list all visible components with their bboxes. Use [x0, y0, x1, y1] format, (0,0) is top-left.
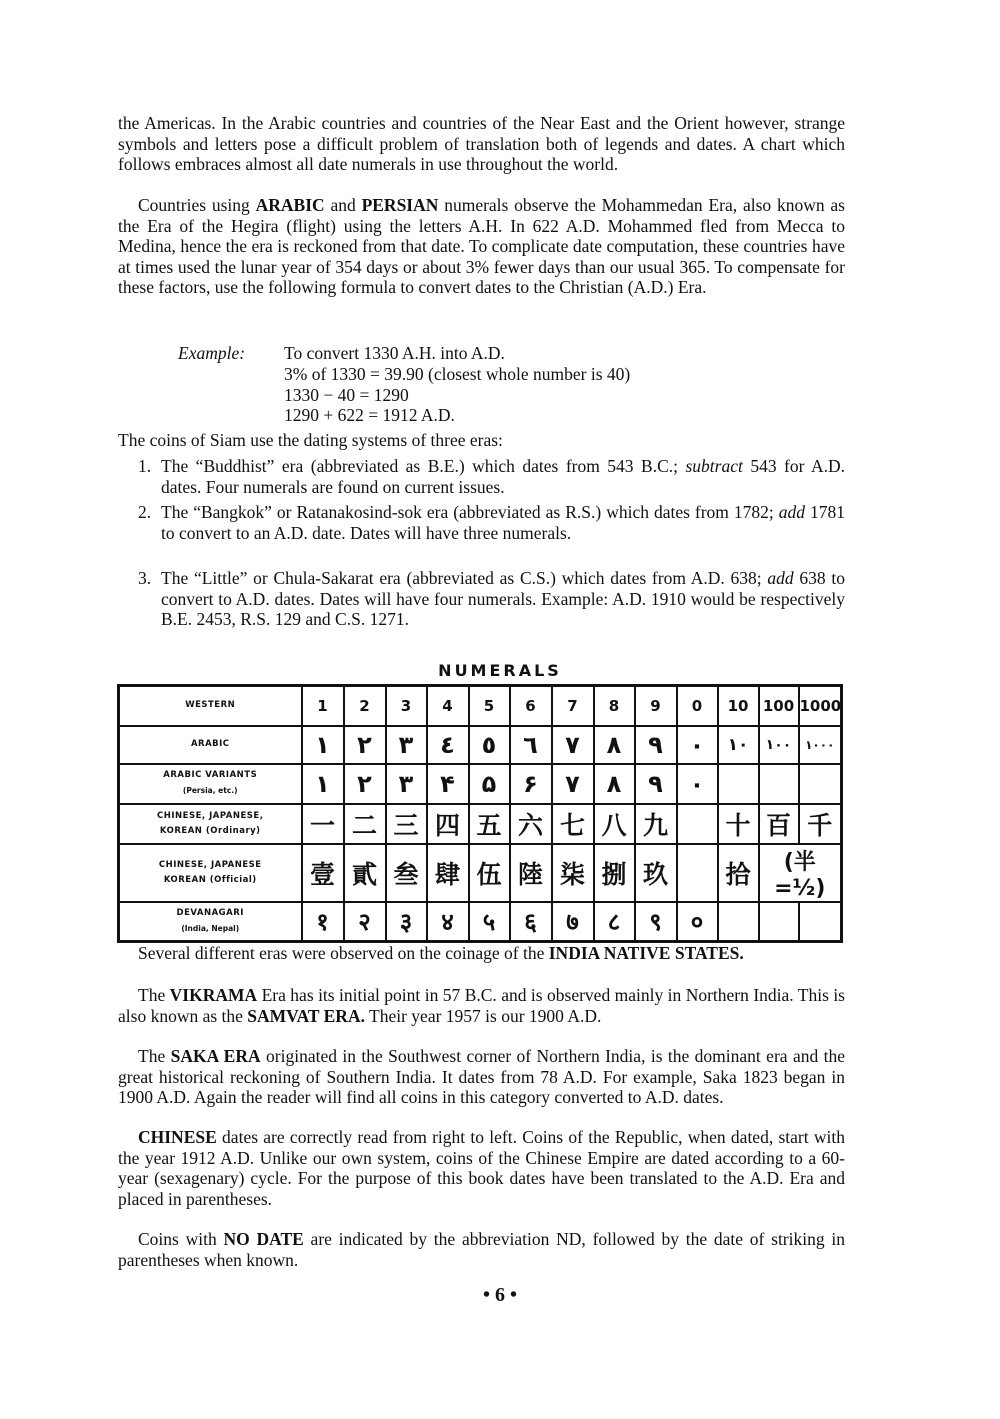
cell: ३ [386, 902, 427, 942]
text-emphasis: NO DATE [223, 1229, 304, 1249]
cell: 七 [552, 804, 594, 844]
cell [677, 844, 718, 902]
text-emphasis: INDIA NATIVE STATES. [548, 943, 744, 963]
cell: ١٠٠٠ [799, 726, 842, 764]
cell: ९ [635, 902, 677, 942]
cell: 三 [386, 804, 427, 844]
cell: ١٠ [718, 726, 759, 764]
cell [718, 902, 759, 942]
text-arabic: ARABIC [255, 195, 325, 215]
cell: ٥ [469, 726, 510, 764]
numerals-title: NUMERALS [438, 661, 562, 680]
cell: ۸ [594, 764, 635, 804]
cell: १ [302, 902, 344, 942]
text: Several different eras were observed on the coinage of the [138, 943, 549, 963]
text: The “Buddhist” era (abbreviated as B.E.) which dates from 543 B.C.; [161, 456, 686, 476]
cell: 十 [718, 804, 759, 844]
paragraph-chinese [118, 1127, 845, 1209]
text: The [138, 1046, 171, 1066]
text: The “Bangkok” or Ratanakosind-sok era (abbreviated as R.S.) which dates from 1782; [161, 502, 779, 522]
cell: 拾 [718, 844, 759, 902]
cell: 六 [510, 804, 552, 844]
text: 543 for A.D. dates. Four numerals are found on current issues. [161, 456, 845, 497]
cell: 陸 [510, 844, 552, 902]
cell: 3 [386, 686, 427, 726]
paragraph-no-date [118, 1229, 845, 1270]
cell: ६ [510, 902, 552, 942]
cell: ٢ [344, 726, 386, 764]
text: Their year 1957 is our 1900 A.D. [364, 1005, 602, 1026]
cell: 百 [759, 804, 799, 844]
cell: ५ [469, 902, 510, 942]
cell [799, 902, 842, 942]
cell: ४ [427, 902, 469, 942]
cell: 4 [427, 686, 469, 726]
cell: 9 [635, 686, 677, 726]
cell: ١٠٠ [759, 726, 799, 764]
text: and [324, 195, 362, 215]
example-label: Example: [178, 343, 246, 363]
cell [799, 764, 842, 804]
text: Coins with [138, 1229, 224, 1249]
cell: 一 [302, 804, 344, 844]
row-label: WESTERN [119, 686, 302, 726]
text: originated in the Southwest corner of Northern India, is the dominant era and the great historical reckoning of Southern India. It dates from 78 A.D. For example, Saka 1823 began in 1900 A.D. Again the reader will find all coins in this category converted to A.D. dates. [118, 1046, 845, 1107]
cell [759, 764, 799, 804]
table-row-cjk-ordinary [119, 804, 842, 844]
cell: 6 [510, 686, 552, 726]
table-row-cjk-official [119, 844, 842, 902]
cell: ۱ [302, 764, 344, 804]
cell: 千 [799, 804, 842, 844]
cell: ० [677, 902, 718, 942]
cell [718, 764, 759, 804]
cell: ٧ [552, 726, 594, 764]
row-label: CHINESE, JAPANESE KOREAN (Official) [119, 844, 302, 902]
cell: 四 [427, 804, 469, 844]
cell: ٣ [386, 726, 427, 764]
cell: ٩ [635, 726, 677, 764]
row-label: ARABIC [119, 726, 302, 764]
emphasis: add [778, 502, 806, 522]
text: The [138, 985, 170, 1005]
paragraph-intro: the Americas. In the Arabic countries and countries of the Near East and the Orient however, strange symbols and letters pose a difficult problem of translation both of legends and dates. A chart which follows embraces almost all date numerals in use throughout the world. [118, 113, 845, 174]
text: are indicated by the abbreviation ND, followed by the date of striking in parentheses when known. [118, 1229, 845, 1270]
table-row-arabic [119, 726, 842, 764]
cell: ८ [594, 902, 635, 942]
cell: ۴ [427, 764, 469, 804]
cell: ۳ [386, 764, 427, 804]
cell [677, 804, 718, 844]
example-line: 1330 − 40 = 1290 [284, 385, 409, 405]
list-item-bangkok-era [138, 502, 845, 543]
list-number: 3. [138, 568, 152, 588]
row-label: DEVANAGARI (India, Nepal) [119, 902, 302, 942]
cell: 叁 [386, 844, 427, 902]
numerals-table [117, 684, 843, 943]
text: 1781 to convert to an A.D. date. Dates will have three numerals. [161, 502, 846, 543]
cell: ۷ [552, 764, 594, 804]
cell: ٦ [510, 726, 552, 764]
cell [759, 902, 799, 942]
text-persian: PERSIAN [361, 195, 439, 215]
emphasis: add [767, 568, 794, 588]
text: 638 to convert to A.D. dates. Dates will have four numerals. Example: A.D. 1910 would be respectively B.E. 2453, R.S. 129 and C.S. 1271. [161, 568, 845, 629]
cell: 二 [344, 804, 386, 844]
table-row-arabic-variants [119, 764, 842, 804]
cell: 玖 [635, 844, 677, 902]
row-label: ARABIC VARIANTS (Persia, etc.) [119, 764, 302, 804]
cell: 8 [594, 686, 635, 726]
paragraph-india-native-states [118, 943, 845, 964]
cell: 五 [469, 804, 510, 844]
siam-intro: The coins of Siam use the dating systems of three eras: [118, 430, 503, 450]
cell: 伍 [469, 844, 510, 902]
text: Countries using [138, 195, 256, 215]
cell: 捌 [594, 844, 635, 902]
page-number: • 6 • [482, 1284, 517, 1306]
cell: ٠ [677, 726, 718, 764]
text-emphasis: VIKRAMA [169, 985, 258, 1005]
table-row-western [119, 686, 842, 726]
cell-half: (半=½) [759, 844, 842, 902]
cell: 壹 [302, 844, 344, 902]
list-number: 2. [138, 502, 152, 522]
list-number: 1. [138, 456, 152, 476]
example-line: 1290 + 622 = 1912 A.D. [284, 405, 455, 425]
list-item-little-era [138, 568, 845, 630]
example-line: To convert 1330 A.H. into A.D. [284, 343, 505, 363]
text: Era has its initial point in 57 B.C. and is observed mainly in Northern India. This is also known as the [118, 985, 845, 1026]
text-emphasis: SAKA ERA [170, 1046, 261, 1066]
cell: 5 [469, 686, 510, 726]
cell: ٨ [594, 726, 635, 764]
cell: 九 [635, 804, 677, 844]
cell: २ [344, 902, 386, 942]
cell: 100 [759, 686, 799, 726]
cell: ٤ [427, 726, 469, 764]
cell: 肆 [427, 844, 469, 902]
cell: 1000 [799, 686, 842, 726]
emphasis: subtract [685, 456, 743, 476]
cell: 2 [344, 686, 386, 726]
cell: 柒 [552, 844, 594, 902]
cell: ۵ [469, 764, 510, 804]
cell: 1 [302, 686, 344, 726]
table-row-devanagari [119, 902, 842, 942]
example-line: 3% of 1330 = 39.90 (closest whole number is 40) [284, 364, 631, 384]
cell: ١ [302, 726, 344, 764]
cell: 0 [677, 686, 718, 726]
row-label: CHINESE, JAPANESE, KOREAN (Ordinary) [119, 804, 302, 844]
cell: ۶ [510, 764, 552, 804]
paragraph-arabic-persian [118, 195, 845, 298]
paragraph-saka [118, 1046, 845, 1108]
cell: ७ [552, 902, 594, 942]
cell: 10 [718, 686, 759, 726]
cell: ۲ [344, 764, 386, 804]
cell: ۰ [677, 764, 718, 804]
text-emphasis: SAMVAT ERA. [247, 1005, 365, 1026]
cell: 貳 [344, 844, 386, 902]
cell: ۹ [635, 764, 677, 804]
text-emphasis: CHINESE [138, 1127, 217, 1147]
cell: 7 [552, 686, 594, 726]
text: The “Little” or Chula-Sakarat era (abbreviated as C.S.) which dates from A.D. 638; [161, 568, 768, 588]
text: dates are correctly read from right to left. Coins of the Republic, when dated, start with the year 1912 A.D. Unlike our own system, coins of the Chinese Empire are dated according to a 60-year (sexagenary) cycle. For the purpose of this book dates have been translated to the A.D. Era and placed in parentheses. [118, 1127, 845, 1209]
cell: 八 [594, 804, 635, 844]
list-item-buddhist-era [138, 456, 845, 497]
text: numerals observe the Mohammedan Era, also known as the Era of the Hegira (flight) using the letters A.H. In 622 A.D. Mohammed fled from Mecca to Medina, hence the era is reckoned from that date. To complicate date computation, these countries have at times used the lunar year of 354 days or about 3% fewer days than our usual 365. To compensate for these factors, use the following formula to convert dates to the Christian (A.D.) Era. [118, 195, 845, 297]
paragraph-vikrama [118, 985, 845, 1026]
